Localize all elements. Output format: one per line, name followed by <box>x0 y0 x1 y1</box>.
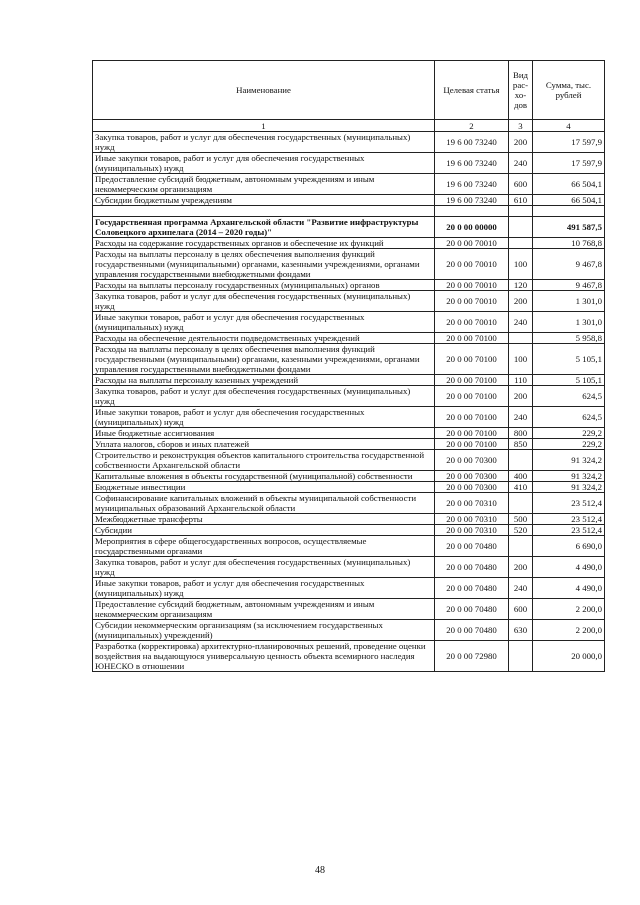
row-sum-cell: 9 467,8 <box>533 280 605 291</box>
row-code-cell: 19 6 00 73240 <box>435 174 509 195</box>
row-name-cell: Субсидии <box>93 525 435 536</box>
row-sum-cell: 1 301,0 <box>533 291 605 312</box>
table-row <box>93 599 605 620</box>
header-name: Наименование <box>93 61 435 120</box>
table-row <box>93 450 605 471</box>
row-code-cell: 19 6 00 73240 <box>435 195 509 206</box>
row-sum-cell: 229,2 <box>533 439 605 450</box>
row-name-cell: Предоставление субсидий бюджетным, автономным учреждениям и иным некоммерческим организациям <box>93 174 435 195</box>
header-code: Целевая статья <box>435 61 509 120</box>
row-sum-cell: 23 512,4 <box>533 514 605 525</box>
row-code-cell: 19 6 00 73240 <box>435 153 509 174</box>
table-row <box>93 525 605 536</box>
row-name-cell: Расходы на выплаты персоналу казенных учреждений <box>93 375 435 386</box>
row-code-cell: 20 0 00 70300 <box>435 471 509 482</box>
row-sum-cell: 491 587,5 <box>533 217 605 238</box>
row-code-cell: 20 0 00 70310 <box>435 493 509 514</box>
column-number-row <box>93 120 605 132</box>
row-type-cell <box>509 450 533 471</box>
row-name-cell: Расходы на выплаты персоналу государственных (муниципальных) органов <box>93 280 435 291</box>
row-sum-cell: 229,2 <box>533 428 605 439</box>
row-sum-cell: 9 467,8 <box>533 249 605 280</box>
row-code-cell: 20 0 00 70100 <box>435 386 509 407</box>
table-row <box>93 312 605 333</box>
row-sum-cell: 91 324,2 <box>533 482 605 493</box>
row-sum-cell: 4 490,0 <box>533 557 605 578</box>
empty-cell <box>509 206 533 217</box>
page-number: 48 <box>315 865 325 876</box>
row-name-cell: Строительство и реконструкция объектов капитального строительства государственной собственности Архангельской области <box>93 450 435 471</box>
table-row <box>93 641 605 672</box>
table-row <box>93 174 605 195</box>
row-code-cell: 20 0 00 70480 <box>435 536 509 557</box>
row-type-cell <box>509 333 533 344</box>
row-type-cell: 610 <box>509 195 533 206</box>
row-code-cell: 20 0 00 70100 <box>435 375 509 386</box>
table-row <box>93 291 605 312</box>
row-sum-cell: 2 200,0 <box>533 620 605 641</box>
budget-table-body <box>93 61 605 672</box>
row-type-cell: 240 <box>509 153 533 174</box>
column-number: 4 <box>533 120 605 132</box>
table-row <box>93 375 605 386</box>
row-code-cell: 20 0 00 70310 <box>435 514 509 525</box>
table-row <box>93 407 605 428</box>
row-code-cell: 20 0 00 70100 <box>435 439 509 450</box>
row-type-cell: 630 <box>509 620 533 641</box>
row-type-cell <box>509 217 533 238</box>
row-sum-cell: 23 512,4 <box>533 493 605 514</box>
row-type-cell: 240 <box>509 312 533 333</box>
row-name-cell: Предоставление субсидий бюджетным, автономным учреждениям и иным некоммерческим организациям <box>93 599 435 620</box>
column-number: 1 <box>93 120 435 132</box>
row-name-cell: Капитальные вложения в объекты государственной (муниципальной) собственности <box>93 471 435 482</box>
table-row <box>93 344 605 375</box>
row-code-cell: 20 0 00 70480 <box>435 620 509 641</box>
table-row <box>93 439 605 450</box>
row-name-cell: Иные закупки товаров, работ и услуг для обеспечения государственных (муниципальных) нужд <box>93 578 435 599</box>
row-type-cell: 200 <box>509 557 533 578</box>
row-type-cell: 800 <box>509 428 533 439</box>
spacer-row <box>93 206 605 217</box>
row-type-cell: 200 <box>509 132 533 153</box>
row-type-cell <box>509 641 533 672</box>
row-code-cell: 20 0 00 70300 <box>435 482 509 493</box>
row-sum-cell: 5 958,8 <box>533 333 605 344</box>
row-code-cell: 20 0 00 70010 <box>435 249 509 280</box>
table-row <box>93 386 605 407</box>
row-sum-cell: 20 000,0 <box>533 641 605 672</box>
row-type-cell: 520 <box>509 525 533 536</box>
row-type-cell <box>509 238 533 249</box>
row-code-cell: 20 0 00 70010 <box>435 291 509 312</box>
column-number: 3 <box>509 120 533 132</box>
row-type-cell: 200 <box>509 386 533 407</box>
row-code-cell: 20 0 00 70480 <box>435 557 509 578</box>
table-row <box>93 249 605 280</box>
table-row <box>93 482 605 493</box>
row-type-cell: 240 <box>509 578 533 599</box>
table-row <box>93 238 605 249</box>
header-type: Вид рас-хо-дов <box>509 61 533 120</box>
row-name-cell: Государственная программа Архангельской области "Развитие инфраструктуры Соловецкого архипелага (2014 – 2020 годы)" <box>93 217 435 238</box>
row-sum-cell: 66 504,1 <box>533 195 605 206</box>
column-number: 2 <box>435 120 509 132</box>
row-sum-cell: 91 324,2 <box>533 471 605 482</box>
row-code-cell: 20 0 00 70300 <box>435 450 509 471</box>
row-type-cell: 600 <box>509 174 533 195</box>
row-sum-cell: 17 597,9 <box>533 153 605 174</box>
table-row <box>93 620 605 641</box>
row-code-cell: 20 0 00 70480 <box>435 599 509 620</box>
row-name-cell: Разработка (корректировка) архитектурно-планировочных решений, проведение оценки воздействия на выдающуюся универсальную ценность объекта всемирного наследия ЮНЕСКО в отношении <box>93 641 435 672</box>
row-sum-cell: 23 512,4 <box>533 525 605 536</box>
row-name-cell: Иные бюджетные ассигнования <box>93 428 435 439</box>
row-name-cell: Межбюджетные трансферты <box>93 514 435 525</box>
row-type-cell: 100 <box>509 344 533 375</box>
row-name-cell: Закупка товаров, работ и услуг для обеспечения государственных (муниципальных) нужд <box>93 386 435 407</box>
row-sum-cell: 4 490,0 <box>533 578 605 599</box>
empty-cell <box>435 206 509 217</box>
row-sum-cell: 1 301,0 <box>533 312 605 333</box>
header-sum: Сумма, тыс. рублей <box>533 61 605 120</box>
row-type-cell: 240 <box>509 407 533 428</box>
table-row <box>93 280 605 291</box>
row-code-cell: 20 0 00 70310 <box>435 525 509 536</box>
row-name-cell: Субсидии бюджетным учреждениям <box>93 195 435 206</box>
row-sum-cell: 10 768,8 <box>533 238 605 249</box>
row-name-cell: Закупка товаров, работ и услуг для обеспечения государственных (муниципальных) нужд <box>93 557 435 578</box>
row-code-cell: 20 0 00 70010 <box>435 238 509 249</box>
row-name-cell: Расходы на обеспечение деятельности подведомственных учреждений <box>93 333 435 344</box>
row-type-cell: 400 <box>509 471 533 482</box>
row-name-cell: Софинансирование капитальных вложений в объекты муниципальной собственности муниципальных образований Архангельской области <box>93 493 435 514</box>
row-code-cell: 20 0 00 70010 <box>435 312 509 333</box>
row-type-cell: 500 <box>509 514 533 525</box>
row-name-cell: Расходы на выплаты персоналу в целях обеспечения выполнения функций государственными (муниципальными) органами, казенными учреждениями, органами управления государственными внебюджетными фондами <box>93 344 435 375</box>
table-row <box>93 557 605 578</box>
row-type-cell: 600 <box>509 599 533 620</box>
row-name-cell: Расходы на выплаты персоналу в целях обеспечения выполнения функций государственными (муниципальными) органами, казенными учреждениями, органами управления государственными внебюджетными фондами <box>93 249 435 280</box>
table-row <box>93 195 605 206</box>
table-row <box>93 333 605 344</box>
table-row <box>93 428 605 439</box>
table-row <box>93 471 605 482</box>
row-name-cell: Бюджетные инвестиции <box>93 482 435 493</box>
row-sum-cell: 66 504,1 <box>533 174 605 195</box>
table-row <box>93 514 605 525</box>
row-sum-cell: 5 105,1 <box>533 375 605 386</box>
row-sum-cell: 91 324,2 <box>533 450 605 471</box>
row-name-cell: Субсидии некоммерческим организациям (за исключением государственных (муниципальных) учреждений) <box>93 620 435 641</box>
row-sum-cell: 2 200,0 <box>533 599 605 620</box>
empty-cell <box>93 206 435 217</box>
row-name-cell: Уплата налогов, сборов и иных платежей <box>93 439 435 450</box>
row-name-cell: Закупка товаров, работ и услуг для обеспечения государственных (муниципальных) нужд <box>93 132 435 153</box>
row-code-cell: 20 0 00 70010 <box>435 280 509 291</box>
row-code-cell: 20 0 00 70100 <box>435 428 509 439</box>
row-code-cell: 20 0 00 00000 <box>435 217 509 238</box>
row-type-cell: 100 <box>509 249 533 280</box>
row-sum-cell: 6 690,0 <box>533 536 605 557</box>
row-name-cell: Закупка товаров, работ и услуг для обеспечения государственных (муниципальных) нужд <box>93 291 435 312</box>
row-name-cell: Мероприятия в сфере общегосударственных вопросов, осуществляемые государственными органами <box>93 536 435 557</box>
row-type-cell: 120 <box>509 280 533 291</box>
row-name-cell: Иные закупки товаров, работ и услуг для обеспечения государственных (муниципальных) нужд <box>93 312 435 333</box>
row-sum-cell: 5 105,1 <box>533 344 605 375</box>
row-code-cell: 19 6 00 73240 <box>435 132 509 153</box>
row-sum-cell: 624,5 <box>533 407 605 428</box>
row-name-cell: Иные закупки товаров, работ и услуг для обеспечения государственных (муниципальных) нужд <box>93 153 435 174</box>
row-type-cell <box>509 493 533 514</box>
row-type-cell: 850 <box>509 439 533 450</box>
row-type-cell: 110 <box>509 375 533 386</box>
table-row <box>93 153 605 174</box>
row-type-cell: 200 <box>509 291 533 312</box>
row-code-cell: 20 0 00 70100 <box>435 407 509 428</box>
table-row <box>93 536 605 557</box>
table-row <box>93 132 605 153</box>
budget-table <box>92 60 605 672</box>
table-row <box>93 493 605 514</box>
table-row <box>93 578 605 599</box>
empty-cell <box>533 206 605 217</box>
row-type-cell <box>509 536 533 557</box>
row-code-cell: 20 0 00 70100 <box>435 344 509 375</box>
row-name-cell: Расходы на содержание государственных органов и обеспечение их функций <box>93 238 435 249</box>
row-code-cell: 20 0 00 70100 <box>435 333 509 344</box>
table-row <box>93 217 605 238</box>
row-sum-cell: 17 597,9 <box>533 132 605 153</box>
row-name-cell: Иные закупки товаров, работ и услуг для обеспечения государственных (муниципальных) нужд <box>93 407 435 428</box>
table-header-row <box>93 61 605 120</box>
row-type-cell: 410 <box>509 482 533 493</box>
row-code-cell: 20 0 00 70480 <box>435 578 509 599</box>
row-code-cell: 20 0 00 72980 <box>435 641 509 672</box>
row-sum-cell: 624,5 <box>533 386 605 407</box>
